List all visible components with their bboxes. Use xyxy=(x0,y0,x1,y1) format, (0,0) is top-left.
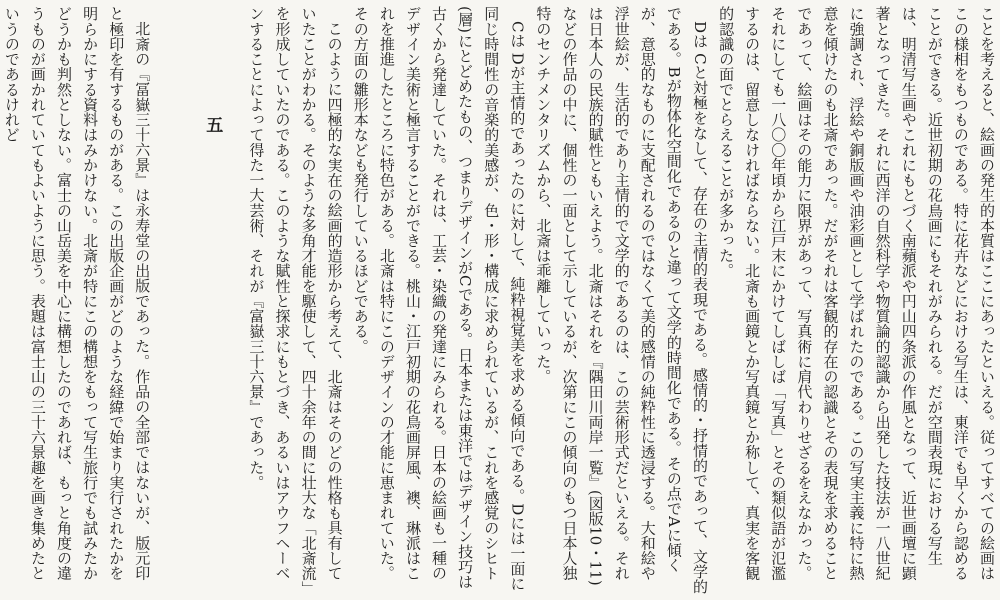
paragraph-section-five: 北斎の『冨嶽三十六景』は永寿堂の出版であった。作品の全部ではないが、版元印と極印を有するものがある。この出版企画がどのような経緯で始まり実行されたかを明らかにする資料はみかけない。北斎が特にこの構想をもって写生旅行でも試みたかどうかも判然としない。富士の山岳美を中心に構想したのであれば、もっと角度の違うものが画かれていてもよいように思う。表題は富士山の三十六景趣を画き集めたというのであるけれど xyxy=(2,6,152,581)
section-spacer xyxy=(225,6,243,594)
vertical-text-column xyxy=(0,6,1000,594)
paragraph-d: Dは Cと対極をなして、存在の主情的表現である。感情的・抒情的であって、文学的である。Bが物体化空間化であるのと違って文学的時間化である。その点でAに傾くが、意思的なものに支配されるのではなくて美的感情の純粋性に透浸する。大和絵や浮世絵が、生活的であり主情的で文学的であるのは、この芸術形式だといえる。それは日本人の民族的賦性ともいえよう。北斎はそれを『隅田川両岸一覧』(図版10・11)などの作品の中に、個性の一面として示しているが、次第にこの傾向のもつ日本人独特のセンチメンタリズムから、北斎は乖離していった。 xyxy=(534,6,709,594)
paragraph-c: Cは Dが主情的であったのに対して、純粋視覚美を求める傾向である。Dには一面に同じ時間性の音楽的美感が、色・形・構成に求められているが、これを感覚のシヒト(層)にとどめたもの、つまりデザインがCである。日本または東洋ではデザイン技巧は古くから発達していた。それは、工芸・染織の発達にみられる。日本の絵画も一種のデザイン美術と極言することができる。桃山・江戸初期の花鳥画屏風、襖、琳派はこれを推進したところに特色がある。北斎は特にこのデザインの才能に恵まれていた。その方面の雛形本なども発行しているほどである。 xyxy=(351,6,527,591)
paragraph-continuation: ことを考えると、絵画の発生的本質はここにあったといえる。従ってすべての絵画はこの様相をもつものである。特に花卉などにおける写生は、東洋でも早くから認めることができる。近世初期の花鳥画にもそれがみられる。だが空間表現における写生は、明清写生画やこれにもとづく南蘋派や円山四条派の作風となって、近世画壇に顕著となってきた。それに西洋の自然科学や物質論的認識から出発した技法が一八世紀に強調され、浮絵や銅版画や油彩画として学ばれたのである。この写実主義に特に熱意を傾けたのも北斎であった。だがそれは客観的存在の認識とその表現を求めることであって、絵画はその能力に限界があって、写真術に肩代わりせざるをえなかった。それにしても一八〇〇年頃から江戸末にかけてしばしば「写真」とその類似語が氾濫するのは、留意しなければならない。北斎も画鏡とか写真鏡とか称して、真実を客観的認識の面でとらえることが多かった。 xyxy=(717,6,996,581)
section-title: 五 xyxy=(202,116,223,135)
paragraph-summary: このように四極的な実在の絵画的造形から考えて、北斎はそのどの性格も具有していたことがわかる。そのような多角才能を駆使して、四十余年の間に壮大な「北斎流」を形成していたのである。このような賦性と探求にもとづき、あるいはアウフヘーベンすることによって得た一大芸術、それが『富嶽三十六景』であった。 xyxy=(247,6,344,589)
